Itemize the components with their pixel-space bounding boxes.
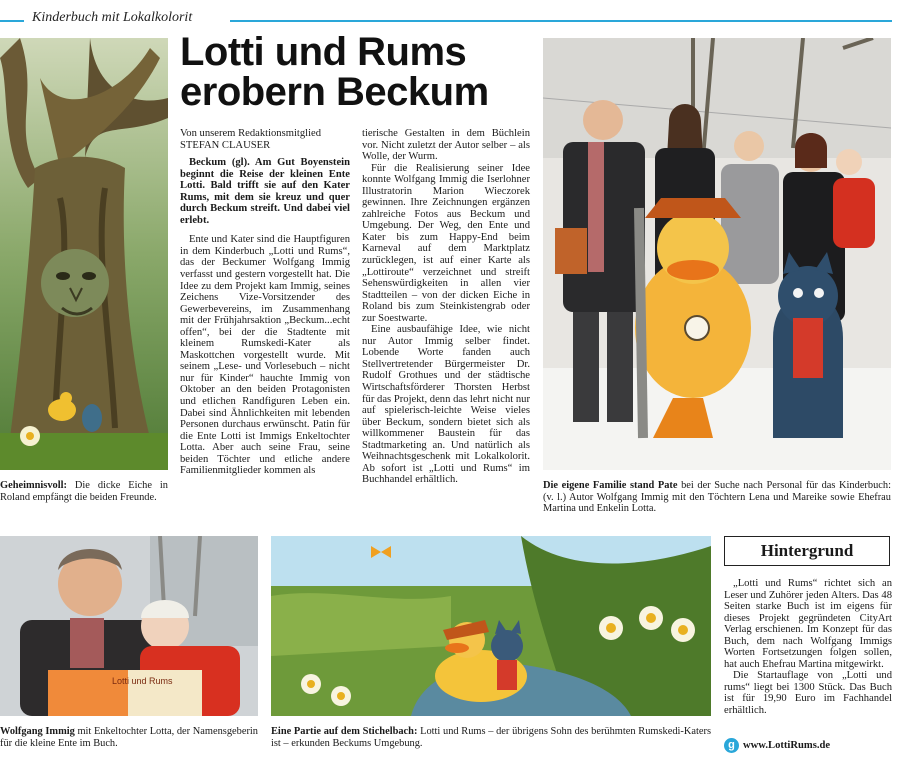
tree-photo-caption bbox=[0, 480, 168, 503]
rubric-rule-right bbox=[230, 20, 892, 22]
tree-caption-text: Die dicke Eiche in Roland empfängt die beiden Freunde. bbox=[0, 480, 168, 503]
author-caption-text: mit Enkeltochter Lotta, der Namensgeberin für die kleine Ente im Buch. bbox=[0, 726, 258, 749]
headline bbox=[180, 32, 540, 112]
background-box-body bbox=[724, 578, 892, 717]
article-lead: Beckum (gl). Am Gut Boyenstein beginnt die Reise der kleinen Ente Lotti. Bald trifft sie auf den Kater Rums, mit dem sie kreuz und quer durch Beckum streift. Und dabei viel erlebt. bbox=[180, 157, 350, 226]
author-photo bbox=[0, 536, 258, 716]
rubric-label: Kinderbuch mit Lokalkolorit bbox=[32, 10, 193, 25]
creek-photo-caption bbox=[271, 726, 711, 749]
creek-photo bbox=[271, 536, 711, 716]
byline bbox=[180, 128, 350, 151]
tree-caption-bold: Geheimnisvoll: bbox=[0, 480, 67, 491]
headline-line-1: Lotti und Rums bbox=[180, 30, 467, 74]
article-column-2 bbox=[362, 128, 530, 486]
author-caption-bold: Wolfgang Immig bbox=[0, 726, 75, 737]
creek-caption-text: Lotti und Rums – der übrigens Sohn des berühmten Rumskedi-Katers ist – erkunden Beckums Umgebung. bbox=[271, 726, 711, 749]
article-body-col2-p3: Eine ausbaufähige Idee, wie nicht nur Autor Immig selber findet. Lobende Worte fanden auch Stellvertretender Bürgermeister Dr. Rudolf Grothues und der städtische Wirtschaftsförderer Thorsten Herbst für das Projekt, denn das lehrt nicht nur auf spielerisch-leichte Weise vieles über Beckum, sondern bietet sich als willkommener Baustein für das Stadtmarketing an. Und natürlich als Weihnachtsgeschenk mit Lokalkolorit. Ab sofort ist „Lotti und Rums“ im Buchhandel erhältlich. bbox=[362, 324, 530, 486]
family-caption-text: bei der Suche nach Personal für das Kinderbuch: (v. l.) Autor Wolfgang Immig mit den Töchtern Lena und Mareike sowie Ehefrau Martina und Enkelin Lotta. bbox=[543, 480, 891, 515]
website-link-row bbox=[724, 738, 892, 756]
rubric-rule-left bbox=[0, 20, 24, 22]
tree-photo bbox=[0, 38, 168, 470]
headline-line-2: erobern Beckum bbox=[180, 70, 489, 114]
background-box-p2: Die Startauflage von „Lotti und rums“ liegt bei 1300 Stück. Das Buch ist für 19,90 Euro im Fachhandel erhältlich. bbox=[724, 670, 892, 717]
byline-author: STEFAN CLAUSER bbox=[180, 139, 271, 151]
g-logo-icon: g bbox=[724, 738, 739, 753]
website-link[interactable]: www.LottiRums.de bbox=[743, 739, 831, 751]
article-body-col1: Ente und Kater sind die Hauptfiguren in dem Kinderbuch „Lotti und Rums“, das der Beckumer Wolfgang Immig verfasst und gestern vorgestellt hat. Die Idee zu dem Projekt kam Immig, seines Zeichens Vize-Vorsitzender des Gewerbevereins, im Zusammenhang mit der Frühjahrsaktion „Beckum...echt offen“, bei der die Stadtente mit kleinem Rumskedi-Kater als Maskottchen vorgestellt wurde. Mit seinem „Lese- und Vorlesebuch – nicht nur für Kinder“ hauchte Immig von Oktober an den beiden Protagonisten und etlichen Randfiguren Leben ein. Dabei sind Ähnlichkeiten mit lebenden Personen durchaus erwünscht. Patin für die Ente Lotti ist Immigs Enkeltochter Lotta. Aber auch seine Frau, seine beiden Töchter und etliche andere Familienmitglieder kommen als bbox=[180, 234, 350, 477]
family-caption-bold: Die eigene Familie stand Pate bbox=[543, 480, 678, 491]
family-photo bbox=[543, 38, 891, 470]
background-box-p1: „Lotti und Rums“ richtet sich an Leser und Zuhörer jeden Alters. Das 48 Seiten starke Buch ist im eigens für dieses Projekt gegründeten CityArt Verlag erschienen. Im Konzept für das Buch, dem nach Wolfgang Immigs Worten Fortsetzungen folgen sollen, hat auch Ehefrau Martina mitgewirkt. bbox=[724, 578, 892, 670]
family-photo-caption bbox=[543, 480, 891, 515]
creek-caption-bold: Eine Partie auf dem Stichelbach: bbox=[271, 726, 418, 737]
background-box-title: Hintergrund bbox=[724, 536, 890, 566]
author-photo-caption bbox=[0, 726, 258, 749]
book-cover-title: Lotti und Rums bbox=[112, 676, 173, 686]
article-column-1 bbox=[180, 128, 350, 477]
byline-role: Von unserem Redaktionsmitglied bbox=[180, 128, 322, 139]
article-body-col2-p2: Für die Realisierung seiner Idee konnte Wolfgang Immig die Iserlohner Illustratorin Marion Wieczorek gewinnen. Ihre Zeichnungen ergänzen zahlreiche Fotos aus Beckum und Umgebung. Der Weg, den Ente und Kater bis zum Happy-End beim Karneval auf dem Marktplatz zurücklegen, ist auf einer Karte als „Lottiroute“ verzeichnet und streift Sehenswürdigkeiten in allen vier Stadtteilen – von der dicken Eiche in Roland bis zum Steinkistengrab oder zur Soestwarte. bbox=[362, 162, 530, 324]
article-body-col2-p1: tierische Gestalten in dem Büchlein vor. Nicht zuletzt der Autor selber – als Wolle, der Wurm. bbox=[362, 128, 530, 163]
